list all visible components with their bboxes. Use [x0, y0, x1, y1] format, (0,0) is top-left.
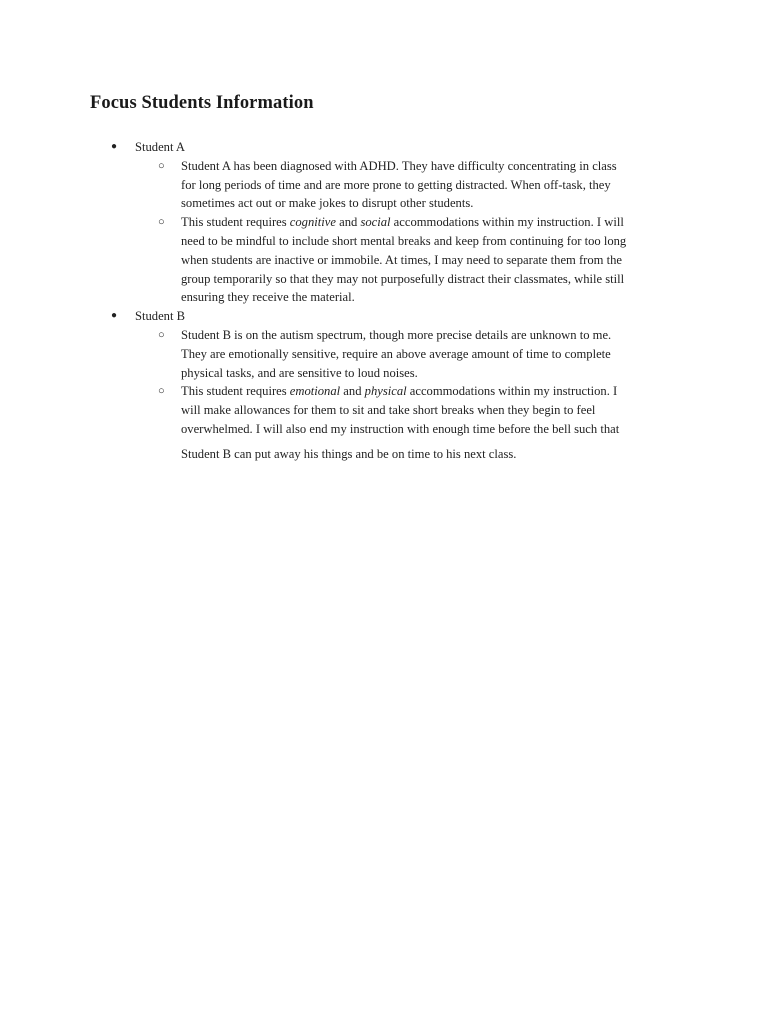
paragraph-line: overwhelmed. I will also end my instruction with enough time before the bell such that — [181, 421, 620, 436]
student-a-point-2-line-4 — [0, 270, 768, 289]
document-title: Focus Students Information — [90, 93, 314, 113]
paragraph-line: need to be mindful to include short mental breaks and keep from continuing for too long — [181, 233, 627, 248]
student-b-item — [0, 307, 768, 326]
student-a-point-2-line-1 — [0, 213, 768, 232]
paragraph-line: when students are inactive or immobile. At times, I may need to separate them from the — [181, 252, 623, 267]
student-a-label: Student A — [135, 140, 186, 154]
paragraph-line: ensuring they receive the material. — [181, 290, 355, 305]
paragraph-line — [181, 382, 617, 401]
student-b-point-2-line-1 — [0, 382, 768, 401]
paragraph-line: for long periods of time and are more prone to getting distracted. When off-task, they — [181, 177, 611, 192]
paragraph-line: physical tasks, and are sensitive to loud noises. — [181, 365, 418, 380]
text-run: and — [335, 215, 361, 230]
student-b-point-2-line-2 — [0, 401, 768, 420]
emphasis-social: social — [360, 215, 391, 230]
emphasis-emotional: emotional — [289, 384, 341, 399]
student-b-label: Student B — [135, 309, 186, 324]
student-b-point-1-line-2 — [0, 345, 768, 364]
student-a-item — [0, 138, 768, 157]
student-a-point-2-line-5 — [0, 288, 768, 307]
emphasis-physical: physical — [364, 384, 407, 399]
student-b-point-1-line-1 — [0, 326, 768, 345]
student-b-point-2-line-4 — [0, 445, 768, 464]
text-run: This student requires — [181, 384, 290, 399]
paragraph-line: They are emotionally sensitive, require an above average amount of time to complete — [181, 346, 611, 361]
paragraph-line: group temporarily so that they may not purposefully distract their classmates, while still — [181, 271, 625, 286]
text-run: accommodations within my instruction. I will — [390, 215, 624, 230]
paragraph-line: Student B can put away his things and be on time to his next class. — [181, 446, 517, 461]
paragraph-line — [181, 213, 624, 232]
student-list — [0, 138, 768, 464]
paragraph-line: Student B is on the autism spectrum, though more precise details are unknown to me. — [181, 327, 612, 342]
paragraph-line: sometimes act out or make jokes to disrupt other students. — [181, 196, 474, 211]
student-b-point-1-line-3 — [0, 364, 768, 383]
student-a-point-1-line-1 — [0, 157, 768, 176]
paragraph-line: will make allowances for them to sit and take short breaks when they begin to feel — [181, 403, 596, 418]
emphasis-cognitive: cognitive — [289, 215, 336, 230]
student-a-point-1-line-2 — [0, 176, 768, 195]
sub-bullet-icon: ○ — [158, 385, 165, 398]
sub-bullet-icon: ○ — [158, 159, 165, 172]
student-a-point-1-line-3 — [0, 194, 768, 213]
paragraph-line: Student A has been diagnosed with ADHD. They have difficulty concentrating in class — [181, 158, 617, 173]
student-b-point-2-line-3 — [0, 420, 768, 439]
bullet-icon: ● — [111, 141, 118, 152]
bullet-icon: ● — [111, 310, 118, 322]
student-a-point-2-line-2 — [0, 232, 768, 251]
sub-bullet-icon: ○ — [158, 328, 165, 341]
student-a-point-2-line-3 — [0, 251, 768, 270]
text-run: This student requires — [181, 215, 290, 230]
text-run: accommodations within my instruction. I — [406, 384, 618, 399]
text-run: and — [340, 384, 365, 399]
sub-bullet-icon: ○ — [158, 216, 165, 229]
